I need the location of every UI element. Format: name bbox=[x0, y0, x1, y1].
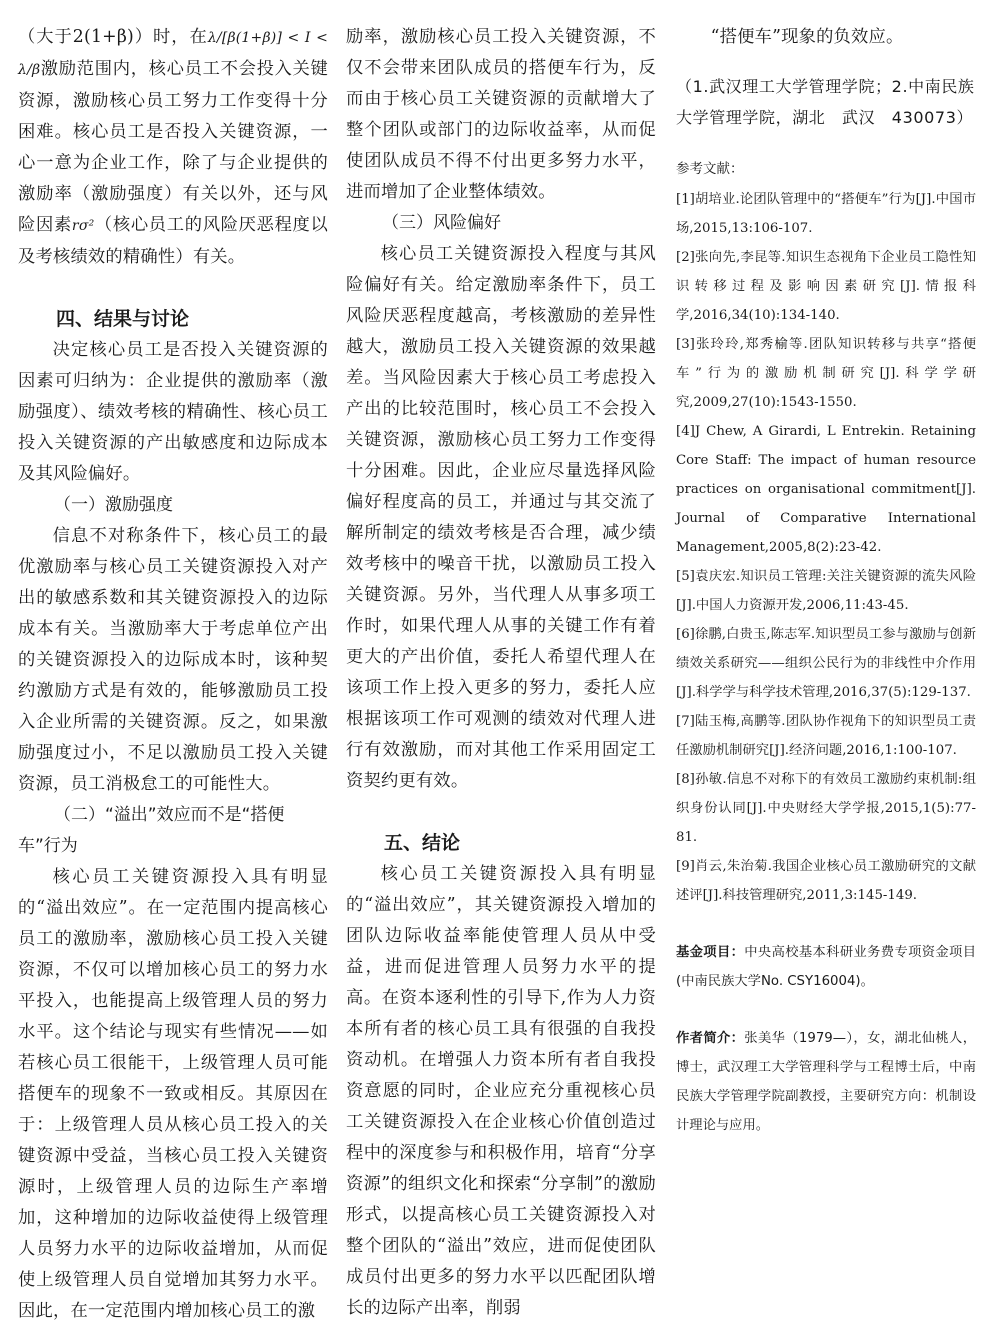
author-affiliation: （1.武汉理工大学管理学院；2.中南民族大学管理学院，湖北 武汉 430073） bbox=[676, 77, 975, 127]
reference-item: [6]徐鹏,白贵玉,陈志军.知识型员工参与激励与创新绩效关系研究——组织公民行为的非线性中介作用[J].科学学与科学技术管理,2016,37(5):129-137. bbox=[676, 627, 976, 700]
paragraph-results: 决定核心员工是否投入关键资源的因素可归纳为：企业提供的激励率（激励强度）、绩效考核的精确性、核心员工投入关键资源的产出敏感度和边际成本及其风险偏好。 bbox=[18, 340, 328, 484]
paragraph-spillover: 核心员工关键资源投入具有明显的“溢出效应”。在一定范围内提高核心员工的激励率，激励核心员工投入关键资源，不仅可以增加核心员工的努力水平投入，也能提高上级管理人员的努力水平。这个结论与现实有些情况——如若核心员工很能干，上级管理人员可能搭便车的现象不一致或相反。其原因在于：上级管理人员从核心员工投入的关键资源中受益，当核心员工投入关键资源时，上级管理人员的边际生产率增加，这种增加的边际收益使得上级管理人员努力水平的边际收益增加，从而促使上级管理人员自觉增加其努力水平。因此，在一定范围内增加核心员工的激 bbox=[18, 867, 328, 1321]
funding-text: 中央高校基本科研业务费专项资金项目(中南民族大学No. CSY16004)。 bbox=[676, 945, 977, 989]
author-bio bbox=[676, 1024, 976, 1140]
bio-label: 作者简介： bbox=[676, 1031, 745, 1046]
paragraph-condition bbox=[18, 22, 328, 273]
reference-item: [5]袁庆宏.知识员工管理:关注关键资源的流失风险[J].中国人力资源开发,2006,11:43-45. bbox=[676, 569, 976, 613]
text-fragment: （大于2(1+β)）时，在 bbox=[18, 27, 208, 47]
column-middle bbox=[346, 22, 656, 1324]
text-fragment: 激励范围内，核心员工不会投入关键资源，激励核心员工努力工作变得十分困难。核心员工是否投入关键资源，一心一意为企业工作，除了与企业提供的激励率（激励强度）有关以外，还与风险因素 bbox=[18, 59, 328, 235]
subsection-heading-risk: （三）风险偏好 bbox=[382, 213, 501, 233]
reference-item: [7]陆玉梅,高鹏等.团队协作视角下的知识型员工责任激励机制研究[J].经济问题,2016,1:100-107. bbox=[676, 714, 976, 758]
funding-label: 基金项目： bbox=[676, 945, 745, 960]
paragraph-risk: 核心员工关键资源投入程度与其风险偏好有关。给定激励率条件下，员工风险厌恶程度越高，考核激励的差异性越大，激励员工投入关键资源的效果越差。当风险因素大于核心员工考虑投入产出的比较范围时，核心员工不会投入关键资源，激励核心员工努力工作变得十分困难。因此，企业应尽量选择风险偏好程度高的员工，并通过与其交流了解所制定的绩效考核是否合理，减少绩效考核中的噪音干扰，以激励员工投入关键资源。另外，当代理人从事多项工作时，如果代理人从事的关键工作有着更大的产出价值，委托人希望代理人在该项工作上投入更多的努力，委托人应根据该项工作可观测的绩效对代理人进行有效激励，而对其他工作采用固定工资契约更有效。 bbox=[346, 244, 656, 791]
reference-item: [3]张玲玲,郑秀榆等.团队知识转移与共享“搭便车”行为的激励机制研究[J].科学学研究,2009,27(10):1543-1550. bbox=[676, 337, 976, 410]
reference-item: [4]J Chew, A Girardi, L Entrekin. Retaining Core Staff: The impact of human resource practices on organisational commitment[J]. Journal of Comparative International Management,2005,8(2):23-42. bbox=[676, 424, 976, 555]
paragraph-conclusion-cont: “搭便车”现象的负效应。 bbox=[710, 27, 904, 47]
math-risk-factor: rσ² bbox=[71, 218, 95, 234]
reference-item: [1]胡培业.论团队管理中的“搭便车”行为[J].中国市场,2015,13:106-107. bbox=[676, 192, 976, 236]
section-heading-results: 四、结果与讨论 bbox=[56, 308, 190, 330]
subsection-heading-incentive: （一）激励强度 bbox=[54, 495, 173, 515]
paragraph-incentive: 信息不对称条件下，核心员工的最优激励率与核心员工关键资源投入对产出的敏感系数和其关键资源投入的边际成本有关。当激励率大于考虑单位产出的关键资源投入的边际成本时，该种契约激励方式是有效的，能够激励员工投入企业所需的关键资源。反之，如果激励强度过小，不足以激励员工投入关键资源，员工消极怠工的可能性大。 bbox=[18, 526, 328, 794]
subsection-heading-spillover bbox=[18, 800, 328, 831]
text-fragment: （核心员工的风险厌恶程度以及考核绩效的精确性）有关。 bbox=[18, 215, 328, 267]
reference-item: [9]肖云,朱治菊.我国企业核心员工激励研究的文献述评[J].科技管理研究,2011,3:145-149. bbox=[676, 859, 976, 903]
math-inequality: λ/[β(1+β)] < I < λ/β bbox=[18, 30, 328, 78]
paragraph-conclusion: 核心员工关键资源投入具有明显的“溢出效应”，其关键资源投入增加的团队边际收益率能使管理人员从中受益，进而促进管理人员努力水平的提高。在资本逐利性的引导下,作为人力资本所有者的核心员工具有很强的自我投资动机。在增强人力资本所有者自我投资意愿的同时，企业应充分重视核心员工关键资源投入在企业核心价值创造过程中的深度参与和积极作用，培育“分享资源”的组织文化和探索“分享制”的激励形式，以提高核心员工关键资源投入对整个团队的“溢出”效应，进而促使团队成员付出更多的努力水平以匹配团队增长的边际产出率，削弱 bbox=[346, 864, 656, 1318]
section-heading-conclusion: 五、结论 bbox=[384, 832, 461, 854]
reference-item: [2]张向先,李昆等.知识生态视角下企业员工隐性知识转移过程及影响因素研究[J].情报科学,2016,34(10):134-140. bbox=[676, 250, 976, 323]
reference-item: [8]孙敏.信息不对称下的有效员工激励约束机制:组织身份认同[J].中央财经大学学报,2015,1(5):77-81. bbox=[676, 772, 976, 845]
references-heading: 参考文献： bbox=[676, 161, 744, 177]
heading-line: （二）“溢出”效应而不是“搭便 bbox=[54, 805, 285, 825]
paragraph-spillover-cont: 励率，激励核心员工投入关键资源，不仅不会带来团队成员的搭便车行为，反而由于核心员工关键资源的贡献增大了整个团队或部门的边际收益率，从而促使团队成员不得不付出更多努力水平，进而增加了企业整体绩效。 bbox=[346, 27, 656, 202]
column-right bbox=[676, 22, 976, 1140]
column-left bbox=[18, 22, 328, 1327]
funding-note bbox=[676, 938, 976, 996]
bio-text: 张美华（1979—），女，湖北仙桃人，博士，武汉理工大学管理科学与工程博士后，中南民族大学管理学院副教授，主要研究方向：机制设计理论与应用。 bbox=[676, 1031, 976, 1133]
subsection-heading-spillover-cont: 车”行为 bbox=[18, 836, 78, 856]
references-list bbox=[676, 185, 976, 910]
